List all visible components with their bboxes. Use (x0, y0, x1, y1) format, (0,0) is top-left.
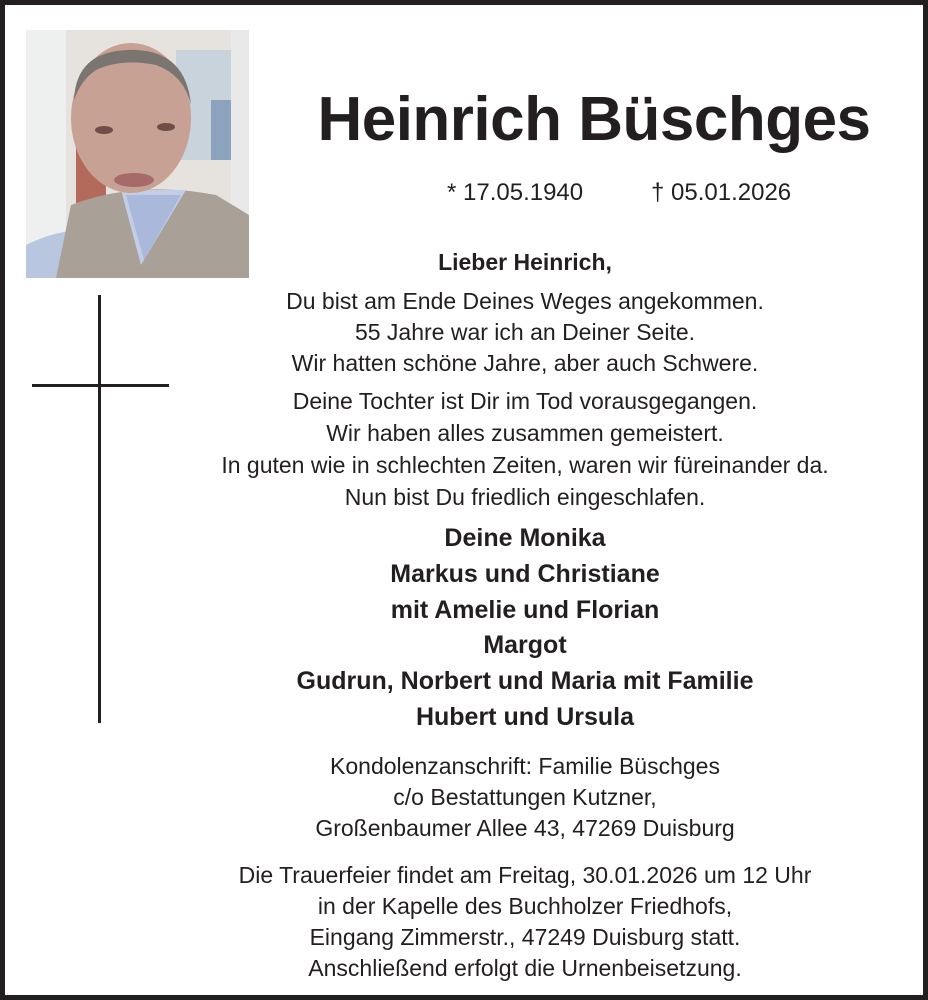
mourner-name: Gudrun, Norbert und Maria mit Familie (296, 667, 754, 696)
mourner-name: Markus und Christiane (390, 559, 660, 588)
portrait-photo (26, 30, 249, 278)
deceased-name: Heinrich Büschges (317, 85, 871, 154)
mourner-name: Hubert und Ursula (415, 702, 635, 731)
portrait-image (26, 30, 249, 278)
mourner-name: Deine Monika (444, 524, 606, 552)
greeting: Lieber Heinrich, (438, 249, 612, 275)
death-date: † 05.01.2026 (651, 179, 792, 206)
service-line: Die Trauerfeier findet am Freitag, 30.01.2026 um 12 Uhr (238, 862, 812, 888)
birth-date: * 17.05.1940 (447, 179, 584, 206)
verse-line: Nun bist Du friedlich eingeschlafen. (344, 484, 706, 510)
verse-line: 55 Jahre war ich an Deiner Seite. (354, 319, 696, 345)
service-line: in der Kapelle des Buchholzer Friedhofs, (317, 893, 733, 919)
funeral-service-info (105, 860, 928, 984)
address-line: Großenbaumer Allee 43, 47269 Duisburg (315, 815, 735, 841)
mourners-list (105, 521, 928, 736)
verse-line: In guten wie in schlechten Zeiten, waren wir füreinander da. (221, 452, 829, 478)
mourner-name: Margot (483, 631, 567, 660)
mourner-name: mit Amelie und Florian (390, 595, 660, 624)
service-line: Anschließend erfolgt die Urnenbeisetzung. (308, 955, 742, 981)
verse-line: Du bist am Ende Deines Weges angekommen. (286, 288, 764, 314)
cross-icon-vertical (98, 295, 101, 723)
verse-line: Wir hatten schöne Jahre, aber auch Schwere. (291, 350, 759, 376)
verse-first-stanza (105, 286, 928, 379)
service-line: Eingang Zimmerstr., 47249 Duisburg statt. (309, 924, 741, 950)
address-line: Kondolenzanschrift: Familie Büschges (330, 753, 720, 779)
address-line: c/o Bestattungen Kutzner, (393, 784, 657, 810)
verse-line: Deine Tochter ist Dir im Tod vorausgegangen. (292, 388, 758, 414)
verse-second-stanza (105, 385, 928, 513)
condolence-address (105, 751, 928, 844)
verse-line: Wir haben alles zusammen gemeistert. (326, 420, 724, 446)
